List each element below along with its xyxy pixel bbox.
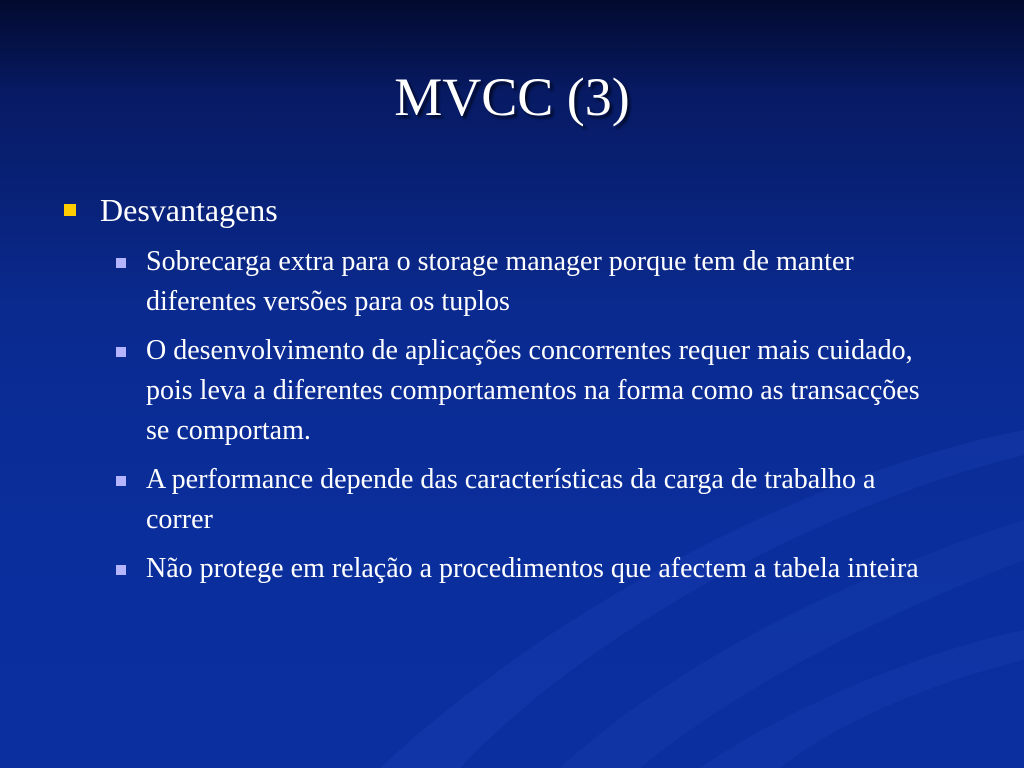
bullet-text: Desvantagens <box>100 192 278 228</box>
sub-bullet-item <box>62 331 936 451</box>
square-bullet-icon <box>116 258 126 268</box>
sub-bullet-item <box>62 549 936 589</box>
sub-bullet-text: A performance depende das características da carga de trabalho a correr <box>146 464 876 535</box>
bullet-desvantagens <box>62 190 962 230</box>
square-bullet-icon <box>116 476 126 486</box>
square-bullet-icon <box>64 204 76 216</box>
square-bullet-icon <box>116 347 126 357</box>
sub-bullet-text: Não protege em relação a procedimentos que afectem a tabela inteira <box>146 553 919 584</box>
sub-bullet-item <box>62 460 936 540</box>
slide-title: MVCC (3) <box>394 67 630 127</box>
square-bullet-icon <box>116 565 126 575</box>
sub-bullet-text: Sobrecarga extra para o storage manager porque tem de manter diferentes versões para os tuplos <box>146 246 854 317</box>
sub-bullet-item <box>62 242 936 322</box>
sub-bullet-list <box>62 242 962 589</box>
slide-body <box>62 190 962 598</box>
sub-bullet-text: O desenvolvimento de aplicações concorrentes requer mais cuidado, pois leva a diferentes comportamentos na forma como as transacções se comportam. <box>146 335 920 446</box>
